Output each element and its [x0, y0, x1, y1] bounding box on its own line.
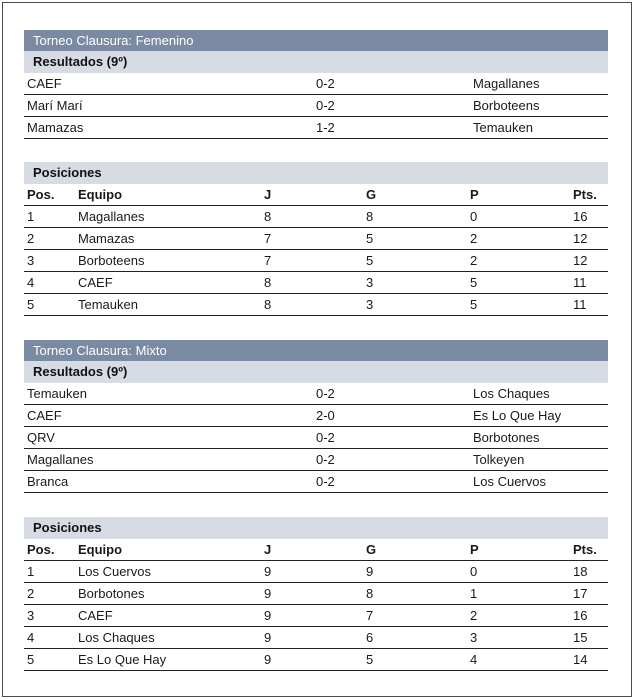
lost: 1: [470, 586, 478, 601]
played: 8: [264, 297, 272, 312]
header-pos: Pos.: [27, 542, 55, 557]
points: 12: [573, 253, 588, 268]
points: 16: [573, 608, 588, 623]
home-team: Magallanes: [27, 452, 94, 467]
away-team: Es Lo Que Hay: [473, 408, 562, 423]
won: 5: [366, 652, 374, 667]
away-team: Los Chaques: [473, 386, 550, 401]
lost: 0: [470, 209, 478, 224]
lost: 3: [470, 630, 478, 645]
header-p: P: [470, 542, 479, 557]
won: 6: [366, 630, 374, 645]
header-j: J: [264, 187, 272, 202]
points: 14: [573, 652, 588, 667]
home-team: CAEF: [27, 76, 62, 91]
pos: 4: [27, 630, 35, 645]
pos: 3: [27, 608, 35, 623]
team: Temauken: [78, 297, 138, 312]
mixto-results-section: [24, 340, 608, 493]
won: 8: [366, 209, 374, 224]
standings-row: [24, 272, 608, 294]
points: 15: [573, 630, 588, 645]
home-team: Temauken: [27, 386, 87, 401]
team: Borboteens: [78, 253, 145, 268]
standings-row: [24, 583, 608, 605]
team: Mamazas: [78, 231, 135, 246]
home-team: QRV: [27, 430, 55, 445]
won: 7: [366, 608, 374, 623]
played: 9: [264, 586, 272, 601]
mixto-title: Torneo Clausura: Mixto: [24, 340, 608, 361]
team: Magallanes: [78, 209, 145, 224]
standings-row: [24, 649, 608, 671]
header-team: Equipo: [78, 542, 123, 557]
pos: 5: [27, 652, 35, 667]
standings-row: [24, 561, 608, 583]
lost: 2: [470, 231, 478, 246]
result-row: [24, 449, 608, 471]
won: 3: [366, 275, 374, 290]
pos: 3: [27, 253, 35, 268]
home-team: Marí Marí: [27, 98, 83, 113]
team: Los Cuervos: [78, 564, 151, 579]
lost: 2: [470, 608, 478, 623]
points: 11: [573, 275, 587, 290]
result-row: [24, 95, 608, 117]
header-team: Equipo: [78, 187, 123, 202]
team: CAEF: [78, 275, 113, 290]
played: 9: [264, 652, 272, 667]
away-team: Magallanes: [473, 76, 540, 91]
pos: 1: [27, 209, 35, 224]
header-pts: Pts.: [573, 187, 597, 202]
pos: 5: [27, 297, 35, 312]
standings-row: [24, 228, 608, 250]
won: 8: [366, 586, 374, 601]
team: Borbotones: [78, 586, 145, 601]
score: 0-2: [316, 430, 335, 445]
standings-row: [24, 627, 608, 649]
points: 12: [573, 231, 588, 246]
lost: 2: [470, 253, 478, 268]
header-pos: Pos.: [27, 187, 55, 202]
score: 0-2: [316, 98, 335, 113]
won: 5: [366, 231, 374, 246]
score: 1-2: [316, 120, 335, 135]
score: 0-2: [316, 76, 335, 91]
points: 11: [573, 297, 587, 312]
pos: 1: [27, 564, 35, 579]
standings-header-row: [24, 184, 608, 206]
won: 5: [366, 253, 374, 268]
standings-row: [24, 294, 608, 316]
points: 17: [573, 586, 588, 601]
femenino-standings-section: [24, 162, 608, 316]
mixto-standings-section: [24, 517, 608, 671]
score: 0-2: [316, 452, 335, 467]
mixto-results-title: Resultados (9º): [24, 361, 608, 383]
away-team: Temauken: [473, 120, 533, 135]
away-team: Tolkeyen: [473, 452, 525, 467]
team: Los Chaques: [78, 630, 155, 645]
home-team: Mamazas: [27, 120, 84, 135]
played: 9: [264, 630, 272, 645]
header-j: J: [264, 542, 272, 557]
mixto-standings-title: Posiciones: [24, 517, 608, 539]
team: CAEF: [78, 608, 113, 623]
standings-row: [24, 206, 608, 228]
points: 16: [573, 209, 588, 224]
standings-header-row: [24, 539, 608, 561]
lost: 0: [470, 564, 478, 579]
lost: 5: [470, 297, 478, 312]
femenino-results-title: Resultados (9º): [24, 51, 608, 73]
standings-row: [24, 605, 608, 627]
home-team: Branca: [27, 474, 69, 489]
home-team: CAEF: [27, 408, 62, 423]
points: 18: [573, 564, 588, 579]
result-row: [24, 427, 608, 449]
femenino-results-section: [24, 30, 608, 139]
pos: 4: [27, 275, 35, 290]
won: 9: [366, 564, 374, 579]
result-row: [24, 471, 608, 493]
pos: 2: [27, 586, 35, 601]
lost: 4: [470, 652, 478, 667]
away-team: Borbotones: [473, 430, 540, 445]
result-row: [24, 383, 608, 405]
away-team: Borboteens: [473, 98, 540, 113]
team: Es Lo Que Hay: [78, 652, 167, 667]
played: 7: [264, 253, 272, 268]
won: 3: [366, 297, 374, 312]
pos: 2: [27, 231, 35, 246]
played: 7: [264, 231, 272, 246]
played: 9: [264, 608, 272, 623]
header-g: G: [366, 187, 377, 202]
lost: 5: [470, 275, 478, 290]
header-p: P: [470, 187, 479, 202]
femenino-title: Torneo Clausura: Femenino: [24, 30, 608, 51]
result-row: [24, 405, 608, 427]
header-pts: Pts.: [573, 542, 597, 557]
score: 0-2: [316, 474, 335, 489]
femenino-standings-title: Posiciones: [24, 162, 608, 184]
header-g: G: [366, 542, 377, 557]
score: 0-2: [316, 386, 335, 401]
result-row: [24, 117, 608, 139]
score: 2-0: [316, 408, 335, 423]
played: 8: [264, 209, 272, 224]
played: 8: [264, 275, 272, 290]
played: 9: [264, 564, 272, 579]
result-row: [24, 73, 608, 95]
standings-row: [24, 250, 608, 272]
away-team: Los Cuervos: [473, 474, 546, 489]
